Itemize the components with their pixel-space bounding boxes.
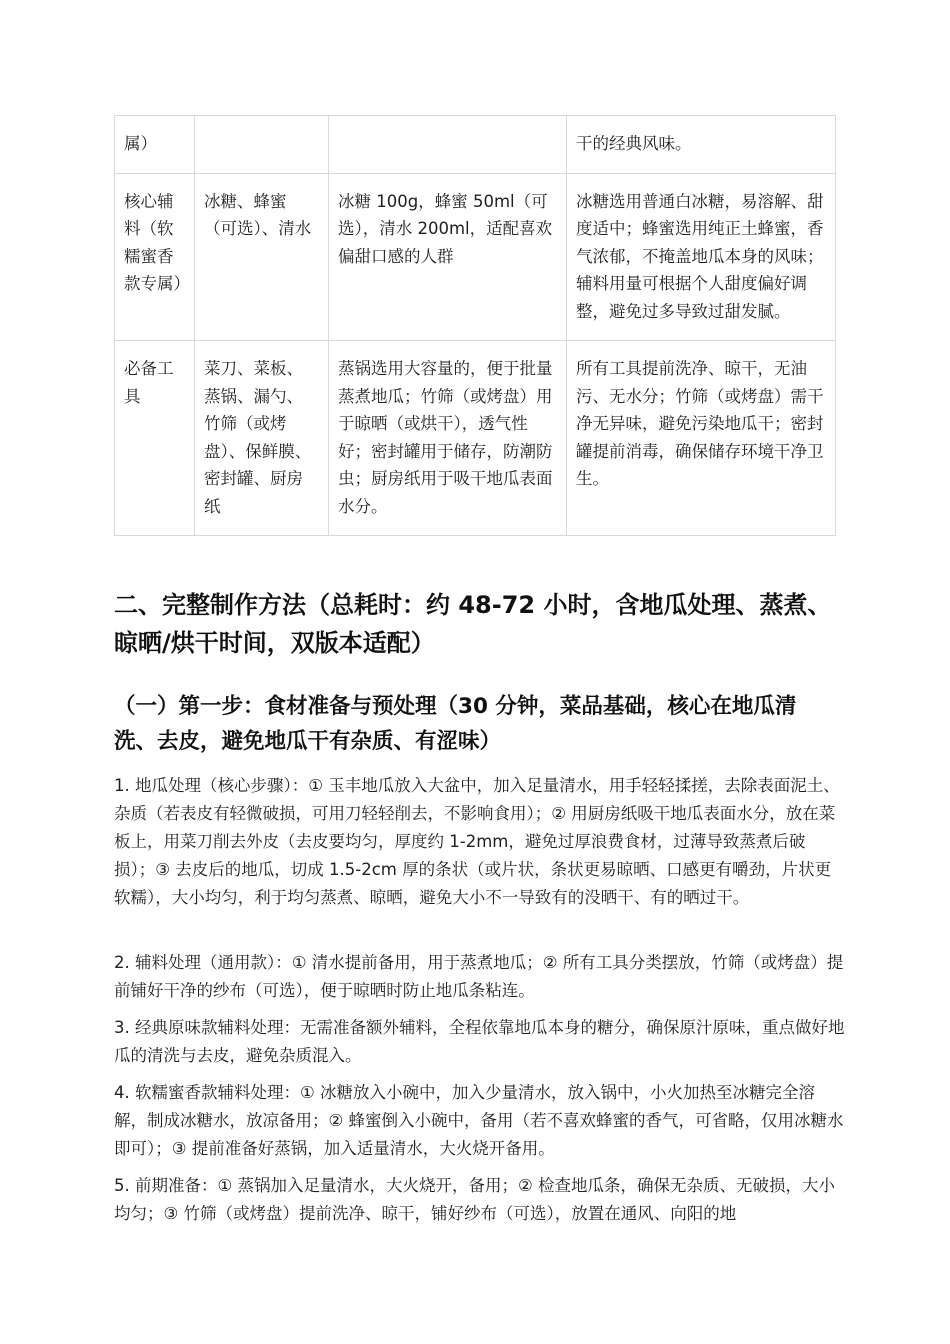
- paragraph-step-5: 5. 前期准备：① 蒸锅加入足量清水，大火烧开，备用；② 检查地瓜条，确保无杂质、无破损，大小均匀；③ 竹筛（或烤盘）提前洗净、晾干，铺好纱布（可选），放置在通风、向阳的地: [114, 1176, 836, 1223]
- paragraph-step-4: 4. 软糯蜜香款辅料处理：① 冰糖放入小碗中，加入少量清水，放入锅中，小火加热至冰糖完全溶解，制成冰糖水，放凉备用；② 蜂蜜倒入小碗中，备用（若不喜欢蜂蜜的香气，可省略，仅用冰糖水即可）；③ 提前准备好蒸锅，加入适量清水，大火烧开备用。: [114, 1083, 844, 1158]
- table-cell-category: 核心辅料（软糯蜜香款专属）: [115, 173, 195, 341]
- table-cell-notes: 干的经典风味。: [567, 116, 836, 174]
- step1-heading: （一）第一步：食材准备与预处理（30 分钟，菜品基础，核心在地瓜清洗、去皮，避免地瓜干有杂质、有涩味）: [114, 694, 797, 754]
- table-row: [115, 173, 836, 341]
- table-cell-category: 必备工具: [115, 341, 195, 536]
- table-cell-category: 属）: [115, 116, 195, 174]
- section-heading: 二、完整制作方法（总耗时：约 48-72 小时，含地瓜处理、蒸煮、晾晒/烘干时间，双版本适配）: [114, 591, 832, 657]
- table-cell-items: [195, 116, 329, 174]
- table-cell-notes: 所有工具提前洗净、晾干，无油污、无水分；竹筛（或烤盘）需干净无异味，避免污染地瓜干；密封罐提前消毒，确保储存环境干净卫生。: [567, 341, 836, 536]
- table-cell-amount: [329, 116, 567, 174]
- table-cell-items: 冰糖、蜂蜜（可选）、清水: [195, 173, 329, 341]
- ingredients-table: [114, 115, 836, 536]
- paragraph-step-2: 2. 辅料处理（通用款）：① 清水提前备用，用于蒸煮地瓜；② 所有工具分类摆放，竹筛（或烤盘）提前铺好干净的纱布（可选），便于晾晒时防止地瓜条粘连。: [114, 953, 844, 1000]
- table-cell-amount: 蒸锅选用大容量的，便于批量蒸煮地瓜；竹筛（或烤盘）用于晾晒（或烘干），透气性好；密封罐用于储存，防潮防虫；厨房纸用于吸干地瓜表面水分。: [329, 341, 567, 536]
- table-row: [115, 341, 836, 536]
- table-cell-items: 菜刀、菜板、蒸锅、漏勺、竹筛（或烤盘）、保鲜膜、密封罐、厨房纸: [195, 341, 329, 536]
- table-row: [115, 116, 836, 174]
- table-cell-amount: 冰糖 100g，蜂蜜 50ml（可选），清水 200ml，适配喜欢偏甜口感的人群: [329, 173, 567, 341]
- paragraph-step-1: 1. 地瓜处理（核心步骤）：① 玉丰地瓜放入大盆中，加入足量清水，用手轻轻揉搓，去除表面泥土、杂质（若表皮有轻微破损，可用刀轻轻削去，不影响食用）；② 用厨房纸吸干地瓜表面水分，放在菜板上，用菜刀削去外皮（去皮要均匀，厚度约 1-2mm，避免过厚浪费食材，过薄导致蒸煮后破损）；③ 去皮后的地瓜，切成 1.5-2cm 厚的条状（或片状，条状更易晾晒、口感更有嚼劲，片状更软糯），大小均匀，利于均匀蒸煮、晾晒，避免大小不一导致有的没晒干、有的晒过干。: [114, 776, 840, 907]
- table-cell-notes: 冰糖选用普通白冰糖，易溶解、甜度适中；蜂蜜选用纯正土蜂蜜，香气浓郁，不掩盖地瓜本身的风味；辅料用量可根据个人甜度偏好调整，避免过多导致过甜发腻。: [567, 173, 836, 341]
- paragraph-step-3: 3. 经典原味款辅料处理：无需准备额外辅料，全程依靠地瓜本身的糖分，确保原汁原味，重点做好地瓜的清洗与去皮，避免杂质混入。: [114, 1018, 845, 1065]
